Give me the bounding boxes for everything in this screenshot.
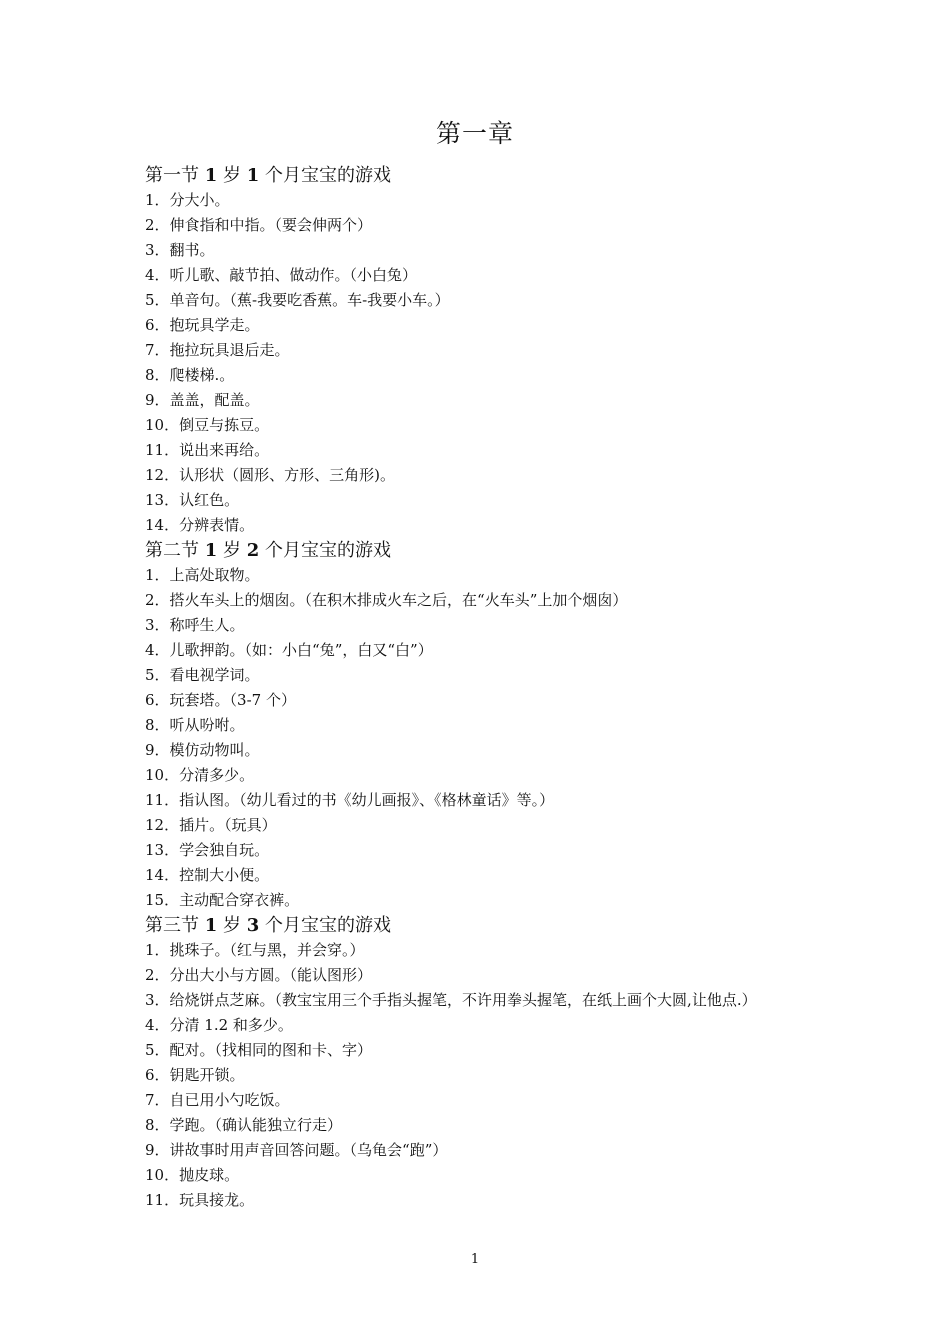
list-item: 9．讲故事时用声音回答问题。（乌龟会“跑”） <box>145 1141 448 1159</box>
chapter-title: 第一章 <box>435 119 514 148</box>
list-item: 3．翻书。 <box>145 241 215 259</box>
list-item: 9．模仿动物叫。 <box>145 741 260 759</box>
list-item: 15．主动配合穿衣裤。 <box>145 891 300 909</box>
list-item: 14．控制大小便。 <box>145 866 270 884</box>
list-item: 6．抱玩具学走。 <box>145 316 260 334</box>
list-item: 4．儿歌押韵。（如：小白“兔”，白又“白”） <box>145 641 433 659</box>
list-item: 10．分清多少。 <box>145 766 255 784</box>
list-item: 4．分清 1.2 和多少。 <box>145 1016 293 1034</box>
list-item: 13．认红色。 <box>145 491 240 509</box>
list-item: 3．给烧饼点芝麻。（教宝宝用三个手指头握笔，不许用拳头握笔，在纸上画个大圆,让他点.） <box>145 991 757 1009</box>
page-number: 1 <box>470 1252 480 1267</box>
list-item: 8．学跑。（确认能独立行走） <box>145 1116 343 1134</box>
list-item: 7．自已用小勺吃饭。 <box>145 1091 290 1109</box>
section-heading-text: 个月宝宝的游戏 <box>259 165 391 186</box>
section-heading-text: 岁 <box>217 165 247 186</box>
list-item: 1．分大小。 <box>145 191 230 209</box>
list-item: 14．分辨表情。 <box>145 516 255 534</box>
list-item: 5．看电视学词。 <box>145 666 260 684</box>
section-heading-number: 2 <box>246 540 260 561</box>
list-item: 2．伸食指和中指。（要会伸两个） <box>145 216 373 234</box>
section-heading-number: 1 <box>246 165 260 186</box>
chapter-content <box>145 163 935 1213</box>
list-item: 12．插片。（玩具） <box>145 816 277 834</box>
list-item: 6．钥匙开锁。 <box>145 1066 245 1084</box>
section-heading-number: 3 <box>246 915 260 936</box>
section-heading <box>145 538 935 563</box>
list-item: 13．学会独自玩。 <box>145 841 270 859</box>
section-heading-text: 个月宝宝的游戏 <box>259 915 391 936</box>
section-heading <box>145 913 935 938</box>
section-heading-text: 岁 <box>217 540 247 561</box>
list-item: 11．说出来再给。 <box>145 441 270 459</box>
section-heading-number: 1 <box>204 540 218 561</box>
list-item: 8．听从吩咐。 <box>145 716 245 734</box>
list-item: 3．称呼生人。 <box>145 616 245 634</box>
section-heading-text: 岁 <box>217 915 247 936</box>
list-item: 11．玩具接龙。 <box>145 1191 255 1209</box>
section-heading-text: 第一节 <box>145 165 205 186</box>
list-item: 4．听儿歌、敲节拍、做动作。（小白兔） <box>145 266 418 284</box>
list-item: 7．拖拉玩具退后走。 <box>145 341 290 359</box>
list-item: 10．倒豆与拣豆。 <box>145 416 270 434</box>
list-item: 8．爬楼梯.。 <box>145 366 235 384</box>
list-item: 5．单音句。（蕉-我要吃香蕉。车-我要小车。） <box>145 291 450 309</box>
list-item: 2．搭火车头上的烟囱。（在积木排成火车之后，在“火车头”上加个烟囱） <box>145 591 628 609</box>
list-item: 5．配对。（找相同的图和卡、字） <box>145 1041 373 1059</box>
section-heading-text: 第二节 <box>145 540 205 561</box>
section-heading <box>145 163 935 188</box>
list-item: 12．认形状（圆形、方形、三角形)。 <box>145 466 395 484</box>
section-heading-number: 1 <box>204 165 218 186</box>
list-item: 11．指认图。（幼儿看过的书《幼儿画报》、《格林童话》等。） <box>145 791 555 809</box>
section-heading-text: 个月宝宝的游戏 <box>259 540 391 561</box>
list-item: 1．上高处取物。 <box>145 566 260 584</box>
list-item: 9．盖盖，配盖。 <box>145 391 260 409</box>
section-heading-text: 第三节 <box>145 915 205 936</box>
list-item: 1．挑珠子。（红与黑，并会穿。） <box>145 941 365 959</box>
list-item: 2．分出大小与方圆。（能认图形） <box>145 966 373 984</box>
list-item: 10．抛皮球。 <box>145 1166 240 1184</box>
list-item: 6．玩套塔。（3-7 个） <box>145 691 296 709</box>
section-heading-number: 1 <box>204 915 218 936</box>
